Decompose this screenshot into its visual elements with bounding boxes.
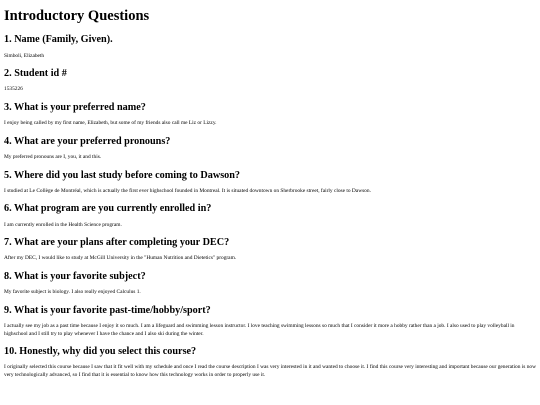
answer-text: I am currently enrolled in the Health Science program. bbox=[4, 221, 122, 228]
question-heading: 8. What is your favorite subject? bbox=[4, 270, 146, 282]
question-heading: 2. Student id # bbox=[4, 68, 67, 80]
question-block-5 bbox=[4, 170, 536, 196]
question-heading: 1. Name (Family, Given). bbox=[4, 34, 113, 46]
answer-text: I actually see my job as a past time because I enjoy it so much. I am a lifeguard and swimming lesson instructor. I love teaching swimming lessons so much that I consider it more a hobby rather than a job. I also used to play volleyball in highschool and I still try to play whenever I have the chance and I also ski during the winter. bbox=[4, 323, 515, 337]
question-block-6 bbox=[4, 203, 536, 229]
answer-text: Simboli, Elizabeth bbox=[4, 52, 45, 59]
question-heading: 6. What program are you currently enrolled in? bbox=[4, 203, 212, 215]
question-block-1 bbox=[4, 34, 536, 60]
question-heading: 10. Honestly, why did you select this course? bbox=[4, 346, 197, 358]
answer-text: My favorite subject is biology. I also really enjoyed Calculus 1. bbox=[4, 289, 141, 296]
page-title: Introductory Questions bbox=[4, 8, 150, 24]
answer-text: After my DEC, I would like to study at McGill University in the "Human Nutrition and Dietetics" program. bbox=[4, 255, 237, 262]
question-block-2 bbox=[4, 68, 536, 94]
question-block-9 bbox=[4, 305, 536, 338]
question-block-4 bbox=[4, 136, 536, 162]
question-heading: 5. Where did you last study before coming to Dawson? bbox=[4, 169, 241, 181]
question-heading: 4. What are your preferred pronouns? bbox=[4, 135, 171, 147]
question-block-10 bbox=[4, 346, 536, 379]
question-block-7 bbox=[4, 237, 536, 263]
question-block-3 bbox=[4, 102, 536, 128]
question-heading: 3. What is your preferred name? bbox=[4, 101, 146, 113]
answer-text: My preferred pronouns are I, you, it and this. bbox=[4, 154, 102, 161]
question-block-8 bbox=[4, 271, 536, 297]
question-heading: 7. What are your plans after completing your DEC? bbox=[4, 237, 230, 249]
answer-text: 1535226 bbox=[4, 86, 23, 93]
question-heading: 9. What is your favorite past-time/hobby/sport? bbox=[4, 304, 211, 316]
answer-text: I studied at Le Collège de Montréal, which is actually the first ever highschool founded in Montreal. It is situated downtown on Sherbrooke street, fairly close to Dawson. bbox=[4, 187, 371, 194]
answer-text: I enjoy being called by my first name, Elizabeth, but some of my friends also call me Liz or Lizzy. bbox=[4, 120, 217, 127]
answer-text: I originally selected this course because I saw that it fit well with my schedule and once I read the course description I was very interested in it and wanted to choose it. I find this course very interesting and important because our generation is now very technologically advanced, so I find that it is essential to know how this technology works in order to properly use it. bbox=[4, 364, 537, 378]
